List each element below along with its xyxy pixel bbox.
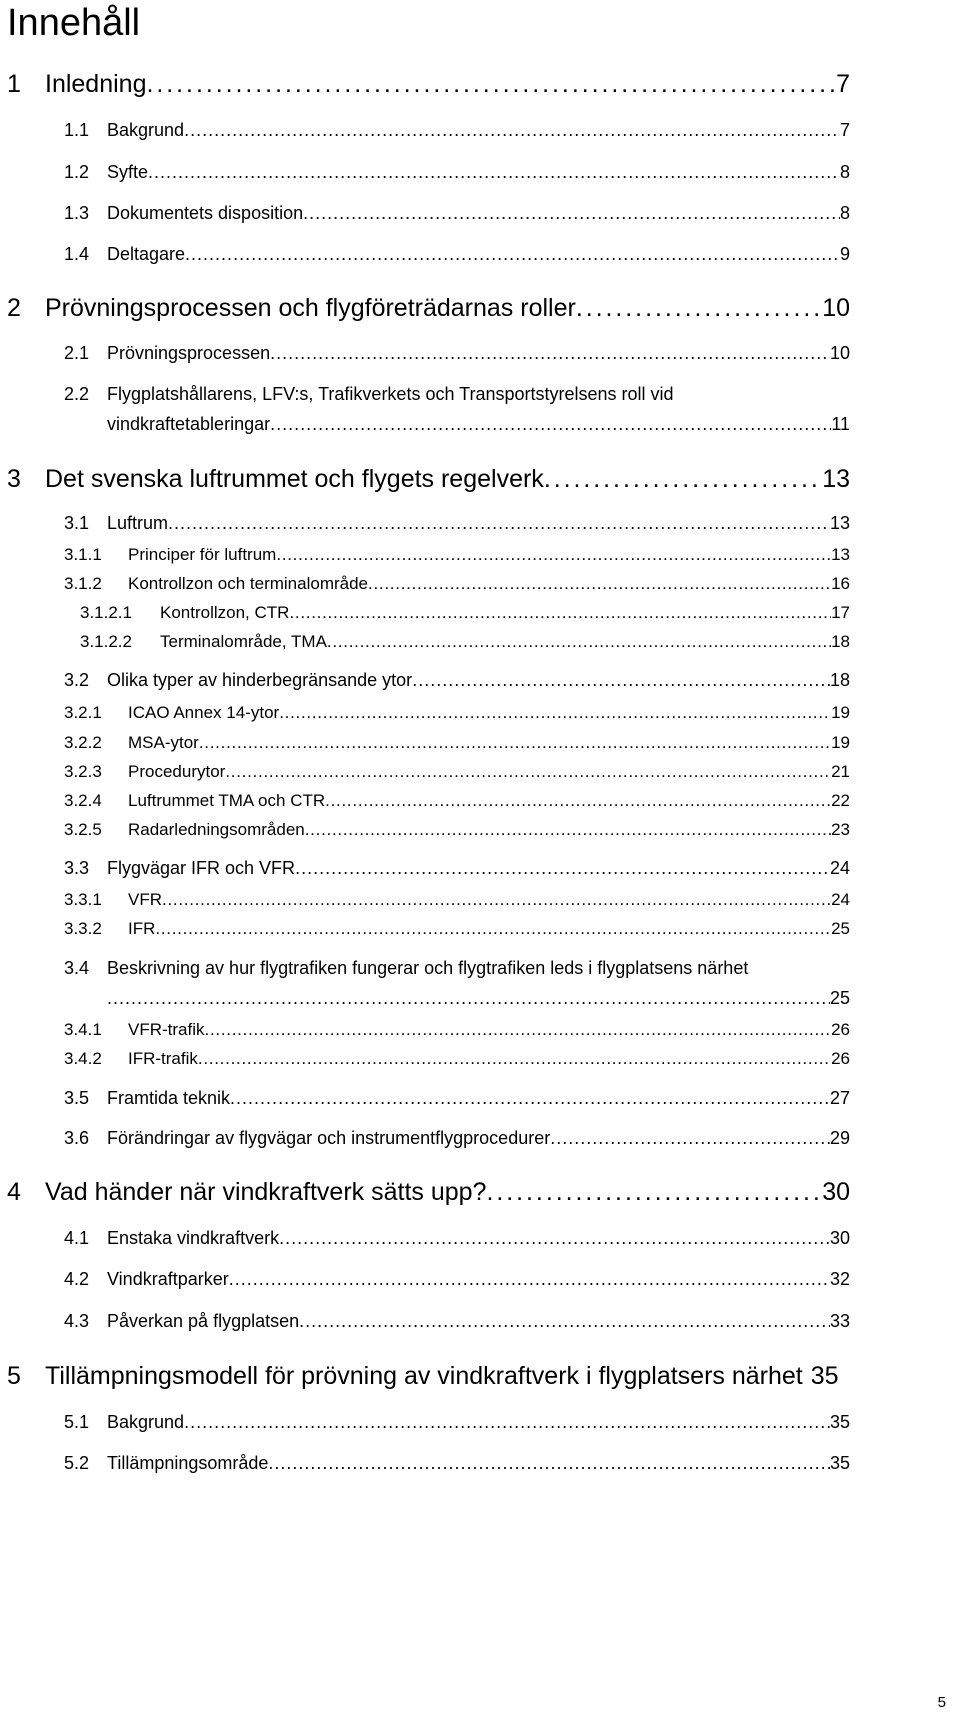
toc-entry-number: 3.5 [64,1088,90,1108]
toc-entry-5-2[interactable] [64,1453,850,1474]
toc-entry-page: 32 [829,1269,850,1289]
toc-leader-dots [230,1088,830,1109]
toc-entry-3-4-2[interactable] [64,1049,850,1069]
toc-entry-number: 3.1.2 [64,574,102,593]
toc-entry-page: 10 [822,294,850,322]
toc-entry-text: Flygplatshållarens, LFV:s, Trafikverkets och Transportstyrelsens roll vid [107,384,674,404]
toc-leader-dots [486,1178,822,1207]
toc-entry-1-3[interactable] [64,203,850,224]
toc-entry-number: 3.1.1 [64,545,102,564]
toc-leader-dots [305,820,831,840]
toc-entry-page: 13 [829,513,850,533]
toc-entry-4-3[interactable] [64,1311,850,1332]
toc-entry-page: 35 [829,1453,850,1473]
toc-entry-page: 30 [829,1228,850,1248]
toc-entry-3-1-2-1[interactable] [80,603,850,623]
toc-entry-number: 3.2.1 [64,703,102,722]
toc-entry-number: 4 [7,1178,21,1206]
toc-entry-3-2-2[interactable] [64,733,850,753]
toc-entry-number: 1.4 [64,244,90,264]
toc-entry-number: 3.6 [64,1128,90,1148]
toc-entry-text: Beskrivning av hur flygtrafiken fungerar och flygtrafiken leds i flygplatsens närhet [107,958,749,978]
toc-entry-page: 25 [831,919,850,938]
toc-leader-dots [279,1228,830,1249]
toc-entry-3-1-2-2[interactable] [80,632,850,652]
toc-entry-text: Deltagare [107,244,186,264]
toc-entry-number: 2 [7,294,21,322]
toc-entry-number: 1 [7,70,21,98]
toc-entry-page: 16 [831,574,850,593]
toc-leader-dots [229,1269,830,1290]
toc-leader-dots [325,791,831,811]
toc-leader-dots [184,1412,830,1433]
toc-entry-3-5[interactable] [64,1088,850,1109]
toc-entry-page: 18 [829,670,850,690]
toc-entry-page: 26 [831,1020,850,1039]
toc-entry-4-2[interactable] [64,1269,850,1290]
toc-entry-text: vindkraftetableringar [107,414,271,434]
toc-entry-text: Prövningsprocessen [107,343,271,363]
toc-entry-3-4-1[interactable] [64,1020,850,1040]
toc-entry-3-1-1[interactable] [64,545,850,565]
toc-entry-text: IFR [128,919,156,938]
toc-entry-text: Enstaka vindkraftverk [107,1228,280,1248]
toc-entry-page: 35 [810,1362,839,1390]
toc-entry-page: 24 [829,858,850,878]
toc-entry-2[interactable] [7,294,850,323]
toc-entry-number: 3.4 [64,958,90,978]
toc-entry-text: Radarledningsområden [128,820,305,839]
toc-entry-4-1[interactable] [64,1228,850,1249]
toc-entry-text: Vindkraftparker [107,1269,229,1289]
toc-entry-number: 3.2.4 [64,791,102,810]
toc-entry-1[interactable] [7,70,850,99]
toc-entry-5-1[interactable] [64,1412,850,1433]
toc-entry-2-1[interactable] [64,343,850,364]
toc-leader-dots [279,703,831,723]
toc-entry-page: 23 [831,820,850,839]
toc-entry-text: Dokumentets disposition [107,203,304,223]
toc-leader-dots [270,343,830,364]
toc-entry-page: 21 [831,762,850,781]
toc-entry-3-2-4[interactable] [64,791,850,811]
toc-entry-number: 3.1.2.1 [80,603,132,622]
toc-entry-text: MSA-ytor [128,733,199,752]
toc-entry-3-4-cont[interactable] [107,988,850,1009]
toc-entry-page: 10 [829,343,850,363]
toc-entry-number: 5 [7,1362,21,1390]
toc-entry-page: 27 [829,1088,850,1108]
toc-entry-number: 3 [7,465,21,493]
toc-entry-1-2[interactable] [64,162,850,183]
toc-entry-page: 17 [831,603,850,622]
toc-entry-number: 4.2 [64,1269,90,1289]
toc-leader-dots [148,162,840,183]
toc-entry-3-3[interactable] [64,858,850,879]
toc-entry-text: Kontrollzon och terminalområde [128,574,369,593]
toc-entry-3-4[interactable] [64,958,950,979]
toc-entry-number: 3.1 [64,513,90,533]
toc-entry-text: Framtida teknik [107,1088,231,1108]
toc-entry-number: 3.4.1 [64,1020,102,1039]
toc-entry-number: 3.3 [64,858,90,878]
toc-entry-text: Olika typer av hinderbegränsande ytor [107,670,413,690]
toc-leader-dots [412,670,830,691]
toc-entry-3[interactable] [7,465,850,494]
toc-leader-dots [303,203,840,224]
toc-entry-number: 1.2 [64,162,90,182]
toc-entry-3-2-5[interactable] [64,820,850,840]
toc-entry-page: 19 [831,703,850,722]
toc-entry-4[interactable] [7,1178,850,1207]
toc-leader-dots [550,1128,830,1149]
toc-entry-number: 3.1.2.2 [80,632,132,651]
toc-entry-3-2-3[interactable] [64,762,850,782]
toc-entry-2-2[interactable] [64,384,854,405]
toc-entry-number: 5.1 [64,1412,90,1432]
toc-entry-text: Procedurytor [128,762,226,781]
toc-leader-dots [184,120,840,141]
toc-entry-3-1-2[interactable] [64,574,850,594]
toc-entry-page: 35 [829,1412,850,1432]
toc-entry-3-2[interactable] [64,670,850,691]
toc-entry-text: Syfte [107,162,149,182]
toc-entry-text: Kontrollzon, CTR [160,603,290,622]
toc-entry-text: Principer för luftrum [128,545,277,564]
toc-entry-number: 1.1 [64,120,90,140]
toc-leader-dots [544,465,822,494]
toc-entry-text: Förändringar av flygvägar och instrumentflygprocedurer [107,1128,551,1148]
toc-entry-3-6[interactable] [64,1128,850,1149]
toc-entry-page: 7 [839,120,850,140]
toc-entry-text: Bakgrund [107,1412,185,1432]
toc-entry-page: 19 [831,733,850,752]
toc-entry-text: VFR [128,890,162,909]
toc-entry-text: VFR-trafik [128,1020,205,1039]
toc-entry-page: 25 [829,988,850,1008]
toc-entry-page: 22 [831,791,850,810]
toc-leader-dots [107,988,830,1009]
toc-title: Innehåll [7,2,141,44]
toc-leader-dots [205,1020,832,1040]
toc-entry-2-2-cont[interactable] [107,414,850,435]
toc-entry-text: Terminalområde, TMA [160,632,327,651]
page-number: 5 [937,1694,946,1711]
toc-entry-page: 13 [831,545,850,564]
toc-entry-number: 2.1 [64,343,90,363]
toc-leader-dots [162,890,831,910]
toc-entry-page: 8 [839,203,850,223]
toc-leader-dots [225,762,831,782]
toc-leader-dots [198,1049,831,1069]
toc-entry-text: Prövningsprocessen och flygföreträdarnas roller [45,294,576,322]
toc-entry-number: 3.3.1 [64,890,102,909]
toc-entry-1-4[interactable] [64,244,850,265]
toc-entry-number: 3.3.2 [64,919,102,938]
toc-entry-text: Flygvägar IFR och VFR [107,858,296,878]
toc-entry-page: 29 [829,1128,850,1148]
toc-entry-number: 3.4.2 [64,1049,102,1068]
toc-leader-dots [155,919,831,939]
toc-entry-3-3-2[interactable] [64,919,850,939]
toc-entry-number: 3.2.3 [64,762,102,781]
toc-entry-number: 4.1 [64,1228,90,1248]
toc-leader-dots [576,294,822,323]
toc-entry-3-2-1[interactable] [64,703,850,723]
toc-entry-page: 30 [822,1178,850,1206]
toc-entry-3-3-1[interactable] [64,890,850,910]
toc-entry-number: 5.2 [64,1453,90,1473]
toc-entry-text: IFR-trafik [128,1049,198,1068]
toc-leader-dots [295,858,830,879]
toc-entry-number: 3.2 [64,670,90,690]
toc-entry-text: Påverkan på flygplatsen [107,1311,300,1331]
toc-entry-text: Tillämpningsmodell för prövning av vindkraftverk i flygplatsers närhet [45,1362,803,1390]
toc-entry-5[interactable] [7,1362,850,1391]
toc-entry-page: 7 [836,70,850,98]
toc-leader-dots [185,244,840,265]
toc-leader-dots [268,1453,830,1474]
toc-entry-text: Luftrummet TMA och CTR [128,791,326,810]
toc-leader-dots [327,632,831,652]
toc-entry-page: 33 [829,1311,850,1331]
toc-entry-page: 8 [839,162,850,182]
toc-entry-number: 2.2 [64,384,90,404]
toc-entry-text: Luftrum [107,513,169,533]
toc-entry-number: 3.2.5 [64,820,102,839]
toc-entry-text: Inledning [45,70,147,98]
toc-leader-dots [270,414,831,435]
toc-entry-3-1[interactable] [64,513,850,534]
toc-entry-number: 3.2.2 [64,733,102,752]
toc-leader-dots [368,574,831,594]
toc-leader-dots [276,545,831,565]
toc-entry-page: 13 [822,465,850,493]
toc-entry-text: ICAO Annex 14-ytor [128,703,280,722]
toc-entry-1-1[interactable] [64,120,850,141]
toc-entry-text: Bakgrund [107,120,185,140]
toc-entry-text: Det svenska luftrummet och flygets regelverk [45,465,544,493]
toc-leader-dots [289,603,831,623]
toc-entry-page: 9 [839,244,850,264]
toc-leader-dots [168,513,830,534]
toc-leader-dots [299,1311,830,1332]
toc-entry-page: 11 [831,414,850,434]
toc-entry-number: 1.3 [64,203,90,223]
toc-entry-text: Tillämpningsområde [107,1453,269,1473]
toc-entry-page: 18 [831,632,850,651]
toc-entry-number: 4.3 [64,1311,90,1331]
toc-entry-text: Vad händer när vindkraftverk sätts upp? [45,1178,487,1206]
toc-leader-dots [199,733,831,753]
toc-leader-dots [146,70,836,99]
toc-entry-page: 26 [831,1049,850,1068]
toc-entry-page: 24 [831,890,850,909]
